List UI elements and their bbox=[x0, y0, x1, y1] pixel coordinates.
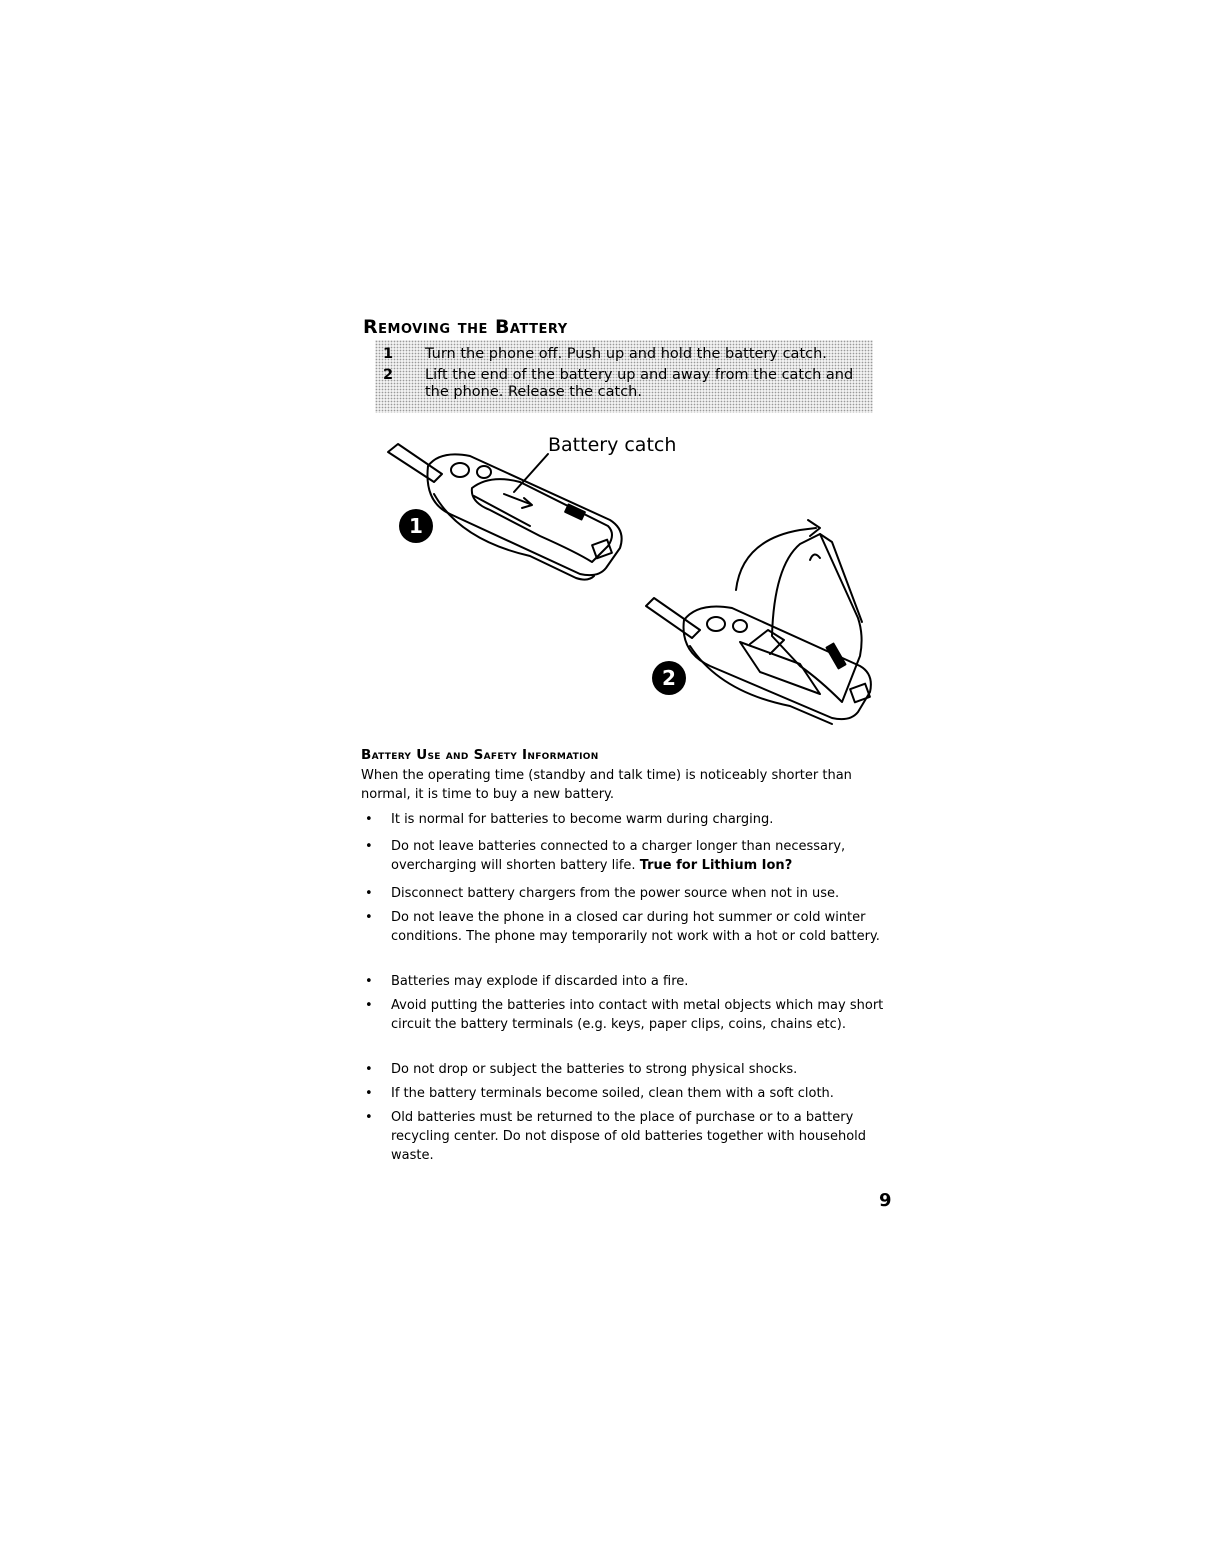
step-number: 2 bbox=[383, 367, 394, 383]
steps-box bbox=[375, 340, 873, 413]
list-item-text: If the battery terminals become soiled, clean them with a soft cloth. bbox=[391, 1086, 834, 1101]
list-item-text: Batteries may explode if discarded into a fire. bbox=[391, 974, 689, 989]
list-item-text: Old batteries must be returned to the place of purchase or to a battery recycling center. Do not dispose of old batteries together with household waste. bbox=[391, 1110, 867, 1163]
bullet-dot: • bbox=[365, 812, 373, 827]
step-number: 1 bbox=[383, 346, 394, 362]
bullet-dot: • bbox=[365, 886, 373, 901]
list-item-text: Do not leave batteries connected to a charger longer than necessary, overcharging will shorten battery life. bbox=[391, 839, 846, 873]
bullet-dot: • bbox=[365, 1110, 373, 1125]
bullet-dot: • bbox=[365, 1062, 373, 1077]
step-marker-2 bbox=[652, 661, 686, 695]
list-item-note: True for Lithium Ion? bbox=[639, 858, 793, 873]
list-item-text: Do not drop or subject the batteries to strong physical shocks. bbox=[391, 1062, 798, 1077]
page-number: 9 bbox=[879, 1190, 892, 1211]
bullet-dot: • bbox=[365, 839, 373, 854]
bullet-dot: • bbox=[365, 1086, 373, 1101]
list-item-text: Avoid putting the batteries into contact with metal objects which may short circuit the battery terminals (e.g. keys, paper clips, coins, chains etc). bbox=[391, 998, 884, 1032]
list-item-text: Disconnect battery chargers from the power source when not in use. bbox=[391, 886, 840, 901]
battery-removal-illustration bbox=[380, 430, 900, 730]
bullet-dot: • bbox=[365, 998, 373, 1013]
step-text: Turn the phone off. Push up and hold the battery catch. bbox=[425, 346, 827, 362]
section-title: Removing the Battery bbox=[363, 316, 568, 338]
safety-intro: When the operating time (standby and talk time) is noticeably shorter than normal, it is time to buy a new battery. bbox=[361, 768, 852, 802]
list-item-text: Do not leave the phone in a closed car during hot summer or cold winter conditions. The phone may temporarily not work with a hot or cold battery. bbox=[391, 910, 880, 944]
step-marker-2-label: 2 bbox=[662, 666, 676, 690]
phone-2-drawing bbox=[646, 520, 871, 724]
step-text: Lift the end of the battery up and away from the catch and the phone. Release the catch. bbox=[425, 367, 854, 400]
list-item-text: It is normal for batteries to become warm during charging. bbox=[391, 812, 774, 827]
battery-catch-callout: Battery catch bbox=[548, 434, 677, 456]
bullet-dot: • bbox=[365, 974, 373, 989]
bullet-dot: • bbox=[365, 910, 373, 925]
step-marker-1 bbox=[399, 509, 433, 543]
safety-title: Battery Use and Safety Information bbox=[361, 747, 599, 763]
step-marker-1-label: 1 bbox=[409, 514, 423, 538]
